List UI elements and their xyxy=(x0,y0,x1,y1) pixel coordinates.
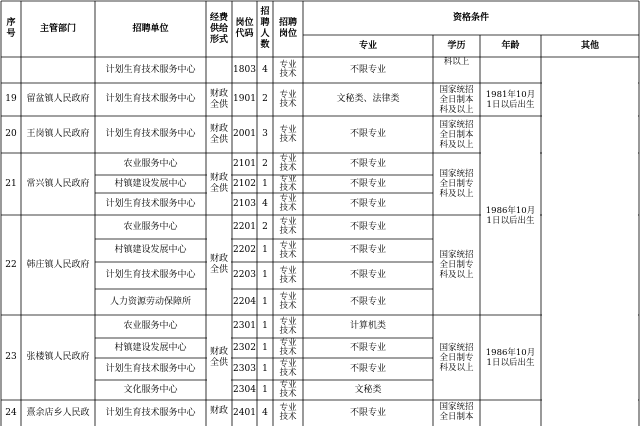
edu-20: 国家统招全日制本科及以上 xyxy=(439,119,474,150)
header-unit: 招聘单位 xyxy=(132,23,169,34)
unit-cell: 村镇建设发展中心 xyxy=(114,178,187,189)
post-cell: 专业技术 xyxy=(279,89,297,109)
count-cell: 1 xyxy=(262,363,268,374)
code-cell: 2204 xyxy=(233,296,256,307)
major-cell: 不限专业 xyxy=(349,178,386,189)
unit-cell: 村镇建设发展中心 xyxy=(114,342,187,353)
unit-cell: 计划生育技术服务中心 xyxy=(105,270,196,280)
funding-19: 财政全供 xyxy=(209,88,228,110)
age-23: 1986年10月1日以后出生 xyxy=(485,347,536,368)
seq-23: 23 xyxy=(5,352,17,362)
header-post: 招聘岗位 xyxy=(278,18,297,39)
unit-cell: 计划生育技术服务中心 xyxy=(105,407,196,418)
post-cell: 专业技术 xyxy=(279,338,297,357)
header-seq: 序号 xyxy=(6,18,16,39)
post-cell: 专业技术 xyxy=(279,380,297,399)
major-cell: 不限专业 xyxy=(349,407,386,418)
dept-23: 张楼镇人民政府 xyxy=(26,352,90,362)
funding-21: 财政全供 xyxy=(209,173,228,194)
edu-19: 国家统招全日制本科及以上 xyxy=(439,84,474,115)
edu-22: 国家统招全日制专科及以上 xyxy=(439,250,474,280)
unit-cell: 人力资源劳动保障所 xyxy=(109,296,191,307)
post-cell: 专业技术 xyxy=(279,265,297,285)
age-19: 1981年10月1日以后出生 xyxy=(485,89,536,110)
funding-24: 财政 xyxy=(209,406,228,416)
post-cell: 专业技术 xyxy=(279,359,297,378)
seq-21: 21 xyxy=(5,178,17,189)
major-cell: 不限专业 xyxy=(349,270,386,280)
header-qual: 资格条件 xyxy=(452,12,489,23)
post-cell: 专业技术 xyxy=(279,217,297,236)
code-cell: 2101 xyxy=(233,158,256,169)
code-cell: 2203 xyxy=(233,270,256,280)
count-cell: 2 xyxy=(262,221,268,232)
dept-24: 熹余店乡人民政 xyxy=(26,407,90,418)
code-cell: 1901 xyxy=(233,94,256,104)
seq-22: 22 xyxy=(5,259,17,270)
edu-top: 科以上 xyxy=(443,57,470,66)
major-cell: 不限专业 xyxy=(349,158,386,169)
header-dept: 主管部门 xyxy=(39,23,76,34)
edu-23: 国家统招全日制专科及以上 xyxy=(439,342,474,373)
major-cell: 文秘类、法律类 xyxy=(336,94,400,104)
dept-22: 韩庄镇人民政府 xyxy=(26,259,90,270)
code-cell: 2202 xyxy=(233,245,256,255)
count-cell: 1 xyxy=(262,384,268,395)
seq-20: 20 xyxy=(5,129,17,139)
count-cell: 4 xyxy=(262,64,268,75)
major-cell: 计算机类 xyxy=(349,321,386,331)
unit-cell: 计划生育技术服务中心 xyxy=(105,363,196,374)
count-cell: 3 xyxy=(262,129,268,139)
count-cell: 4 xyxy=(262,407,268,418)
unit-cell: 农业服务中心 xyxy=(123,158,178,169)
funding-22: 财政全供 xyxy=(209,254,228,275)
header-funding: 经费供给形式 xyxy=(209,12,228,45)
unit-cell: 村镇建设发展中心 xyxy=(114,245,187,255)
code-cell: 2303 xyxy=(233,363,256,374)
unit-cell: 计划生育技术服务中心 xyxy=(105,94,196,104)
major-cell: 不限专业 xyxy=(349,296,386,307)
count-cell: 1 xyxy=(262,245,268,255)
dept-21: 常兴镇人民政府 xyxy=(26,178,90,189)
major-cell: 不限专业 xyxy=(349,342,386,353)
post-cell: 专业技术 xyxy=(279,403,297,422)
count-cell: 1 xyxy=(262,296,268,307)
funding-23: 财政全供 xyxy=(209,346,228,368)
major-cell: 不限专业 xyxy=(349,198,386,209)
count-cell: 1 xyxy=(262,178,268,189)
unit-cell: 农业服务中心 xyxy=(123,321,178,331)
count-cell: 1 xyxy=(262,321,268,331)
seq-24: 24 xyxy=(5,407,17,418)
unit-cell: 文化服务中心 xyxy=(123,384,178,395)
header-count: 招聘人数 xyxy=(260,7,270,50)
code-cell: 2001 xyxy=(233,129,256,139)
post-cell: 专业技术 xyxy=(279,60,297,79)
count-cell: 1 xyxy=(262,342,268,353)
major-cell: 文秘类 xyxy=(354,384,382,395)
post-cell: 专业技术 xyxy=(279,240,297,260)
unit-cell: 计划生育技术服务中心 xyxy=(105,129,196,139)
edu-24: 国家统招全日制本 xyxy=(439,402,474,422)
count-cell: 2 xyxy=(262,94,268,104)
major-cell: 不限专业 xyxy=(349,221,386,232)
funding-20: 财政全供 xyxy=(209,123,228,145)
code-cell: 1803 xyxy=(233,64,256,75)
dept-19: 留盆镇人民政府 xyxy=(26,94,90,104)
header-age: 年龄 xyxy=(501,40,520,51)
unit-cell: 计划生育技术服务中心 xyxy=(105,198,196,209)
header-edu: 学历 xyxy=(447,40,466,51)
unit-cell: 农业服务中心 xyxy=(123,221,178,232)
major-cell: 不限专业 xyxy=(349,363,386,374)
code-cell: 2302 xyxy=(233,342,256,353)
header-major: 专业 xyxy=(358,40,377,51)
code-cell: 2102 xyxy=(233,178,256,189)
code-cell: 2103 xyxy=(233,198,256,209)
unit-cell: 计划生育技术服务中心 xyxy=(105,64,196,75)
code-cell: 2301 xyxy=(233,321,256,331)
dept-20: 王岗镇人民政府 xyxy=(26,129,90,139)
post-cell: 专业技术 xyxy=(279,175,297,193)
post-cell: 专业技术 xyxy=(279,194,297,213)
count-cell: 1 xyxy=(262,270,268,280)
post-cell: 专业技术 xyxy=(279,124,297,144)
count-cell: 2 xyxy=(262,158,268,169)
code-cell: 2201 xyxy=(233,221,256,232)
major-cell: 不限专业 xyxy=(349,64,386,75)
count-cell: 4 xyxy=(262,198,268,209)
age-20-22: 1986年10月1日以后出生 xyxy=(485,205,536,226)
code-cell: 2401 xyxy=(233,407,256,418)
post-cell: 专业技术 xyxy=(279,292,297,311)
seq-19: 19 xyxy=(5,94,17,104)
major-cell: 不限专业 xyxy=(349,129,386,139)
code-cell: 2304 xyxy=(233,384,256,395)
post-cell: 专业技术 xyxy=(279,316,297,336)
major-cell: 不限专业 xyxy=(349,245,386,255)
header-code: 岗位代码 xyxy=(235,18,254,39)
header-other: 其他 xyxy=(580,40,599,51)
post-cell: 专业技术 xyxy=(279,154,297,173)
edu-21: 国家统招全日制专科及以上 xyxy=(439,169,474,199)
